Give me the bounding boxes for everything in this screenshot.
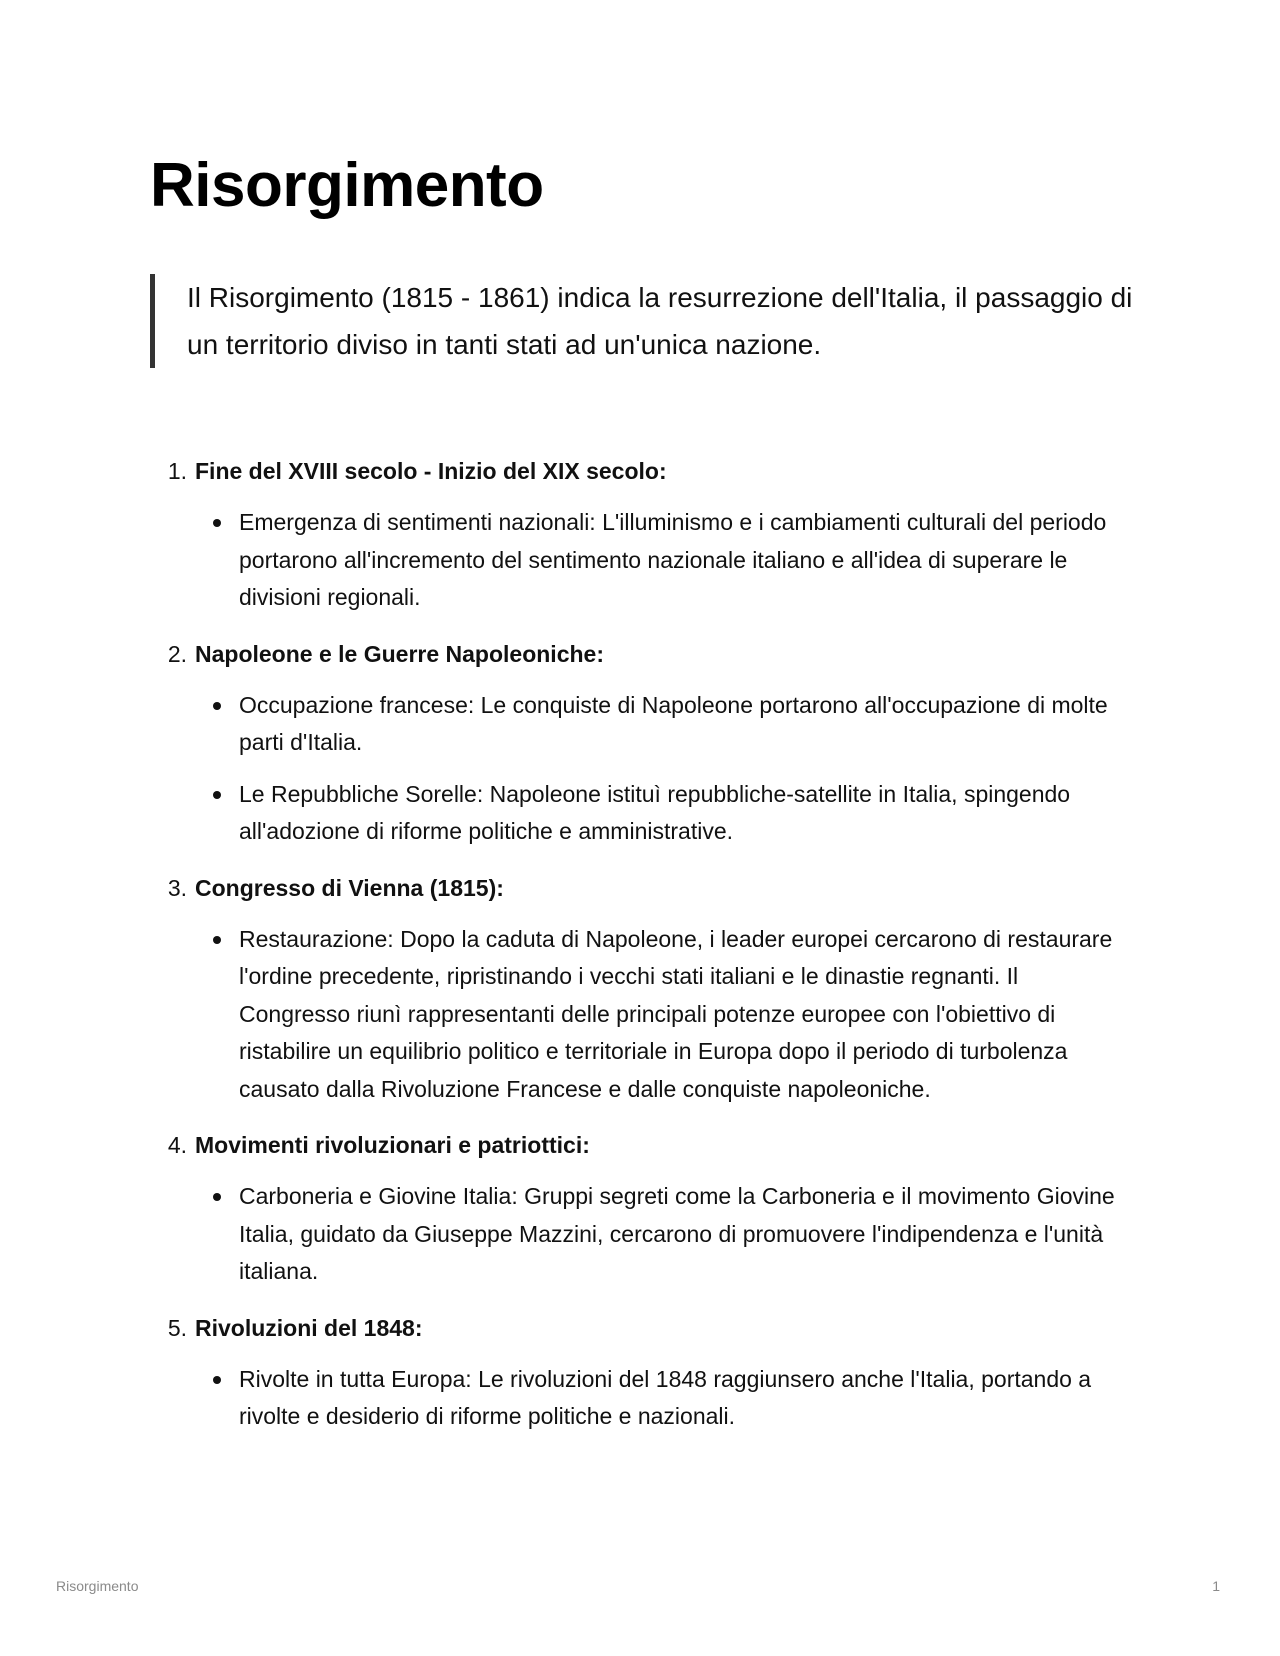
bullet-list (155, 687, 1115, 851)
section-number: 5. (167, 1314, 187, 1341)
intro-blockquote: Il Risorgimento (1815 - 1861) indica la resurrezione dell'Italia, il passaggio di un territorio diviso in tanti stati ad un'unica nazione. (150, 274, 1147, 368)
bullet-list (155, 1178, 1115, 1291)
bullet-text: Occupazione francese: Le conquiste di Napoleone portarono all'occupazione di molte parti d'Italia. (239, 691, 1108, 755)
section-item (155, 869, 1115, 1109)
bullet-text: Le Repubbliche Sorelle: Napoleone istituì repubbliche-satellite in Italia, spingendo all'adozione di riforme politiche e amministrative. (239, 780, 1071, 844)
list-item (155, 687, 1115, 762)
bullet-text: Restaurazione: Dopo la caduta di Napoleone, i leader europei cercarono di restaurare l'ordine precedente, ripristinando i vecchi stati italiani e le dinastie regnanti. Il Congresso riunì rappresentanti delle principali potenze europee con l'obiettivo di ristabilire un equilibrio politico e territoriale in Europa dopo il periodo di turbolenza causato dalla Rivoluzione Francese e dalle conquiste napoleoniche. (239, 925, 1113, 1102)
bullet-icon (155, 504, 239, 617)
section-number: 2. (167, 640, 187, 667)
section-number: 4. (167, 1132, 187, 1158)
section-item (155, 635, 1115, 851)
page-title: Risorgimento (150, 151, 544, 220)
list-item (155, 1178, 1115, 1291)
section-item (155, 1309, 1115, 1436)
bullet-icon (155, 776, 239, 851)
bullet-icon (155, 921, 239, 1109)
bullet-icon (155, 1361, 239, 1436)
section-number: 3. (167, 874, 187, 901)
bullet-text: Carboneria e Giovine Italia: Gruppi segreti come la Carboneria e il movimento Giovine Italia, guidato da Giuseppe Mazzini, cercarono di promuovere l'indipendenza e l'unità italiana. (239, 1183, 1115, 1284)
bullet-icon (155, 687, 239, 762)
page-number: 1 (1212, 1578, 1220, 1594)
bullet-list (155, 921, 1115, 1109)
section-item (155, 452, 1115, 617)
bullet-icon (155, 1178, 239, 1291)
section-title: Rivoluzioni del 1848: (195, 1314, 423, 1341)
section-heading (155, 869, 1115, 907)
list-item (155, 921, 1115, 1109)
section-heading (155, 452, 1115, 490)
list-item (155, 504, 1115, 617)
section-item (155, 1126, 1115, 1291)
section-heading (155, 1309, 1115, 1347)
footer-title: Risorgimento (56, 1578, 139, 1594)
bullet-list (155, 1361, 1115, 1436)
section-title: Fine del XVIII secolo - Inizio del XIX secolo: (195, 458, 667, 484)
section-title: Movimenti rivoluzionari e patriottici: (195, 1132, 590, 1158)
section-heading (155, 1126, 1115, 1164)
list-item (155, 1361, 1115, 1436)
bullet-list (155, 504, 1115, 617)
section-title: Congresso di Vienna (1815): (195, 874, 504, 901)
bullet-text: Rivolte in tutta Europa: Le rivoluzioni del 1848 raggiunsero anche l'Italia, portando a rivolte e desiderio di riforme politiche e nazionali. (239, 1365, 1092, 1429)
section-number: 1. (167, 458, 187, 484)
section-heading (155, 635, 1115, 673)
section-title: Napoleone e le Guerre Napoleoniche: (195, 640, 604, 667)
list-item (155, 776, 1115, 851)
bullet-text: Emergenza di sentimenti nazionali: L'illuminismo e i cambiamenti culturali del periodo portarono all'incremento del sentimento nazionale italiano e all'idea di superare le divisioni regionali. (239, 509, 1107, 610)
outline-list (155, 452, 1115, 1454)
